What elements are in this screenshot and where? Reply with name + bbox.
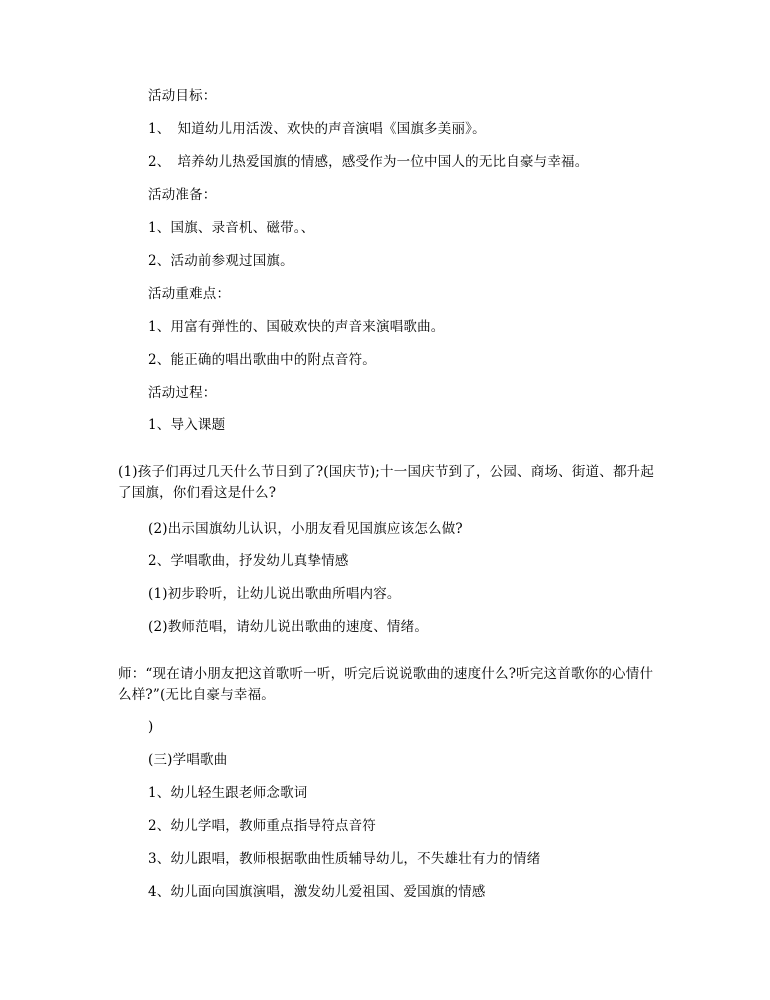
learn-item-2: 2、幼儿学唱，教师重点指导符点音符 — [148, 818, 376, 834]
listen-substep-2: (2)教师范唱，请幼儿说出歌曲的速度、情绪。 — [148, 619, 429, 635]
key-point-item-1: 1、用富有弹性的、国破欢快的声音来演唱歌曲。 — [148, 319, 445, 335]
process-paragraph-1: (1)孩子们再过几天什么节日到了?(国庆节);十一国庆节到了，公园、商场、街道、都升起了国旗，你们看这是什么? — [118, 464, 655, 501]
goal-item-1: 1、 知道幼儿用活泼、欢快的声音演唱《国旗多美丽》。 — [148, 121, 486, 137]
preparation-item-1: 1、国旗、录音机、磁带。、 — [148, 220, 315, 236]
listen-substep-1: (1)初步聆听，让幼儿说出歌曲所唱内容。 — [148, 586, 401, 602]
preparation-item-2: 2、活动前参观过国旗。 — [148, 253, 294, 269]
goal-item-2: 2、 培养幼儿热爱国旗的情感，感受作为一位中国人的无比自豪与幸福。 — [148, 154, 589, 170]
heading-preparation: 活动准备： — [148, 187, 217, 203]
process-step-1: 1、导入课题 — [148, 417, 226, 433]
teacher-quote-paragraph: 师：“现在请小朋友把这首歌听一听，听完后说说歌曲的速度什么?听完这首歌你的心情什么样?”(无比自豪与幸福。 — [118, 666, 654, 703]
heading-key-points: 活动重难点： — [148, 286, 231, 302]
learn-item-4: 4、幼儿面向国旗演唱，激发幼儿爱祖国、爱国旗的情感 — [148, 884, 486, 900]
learn-item-3: 3、幼儿跟唱，教师根据歌曲性质辅导幼儿，不失雄壮有力的情绪 — [148, 851, 541, 867]
key-point-item-2: 2、能正确的唱出歌曲中的附点音符。 — [148, 352, 376, 368]
process-step-2: 2、学唱歌曲，抒发幼儿真挚情感 — [148, 553, 349, 569]
heading-learn-song: (三)学唱歌曲 — [148, 752, 228, 768]
process-substep-2: (2)出示国旗幼儿认识，小朋友看见国旗应该怎么做? — [148, 521, 463, 537]
closing-parenthesis: ) — [148, 719, 154, 735]
heading-process: 活动过程： — [148, 385, 217, 401]
learn-item-1: 1、幼儿轻生跟老师念歌词 — [148, 785, 308, 801]
heading-goals: 活动目标： — [148, 88, 217, 104]
